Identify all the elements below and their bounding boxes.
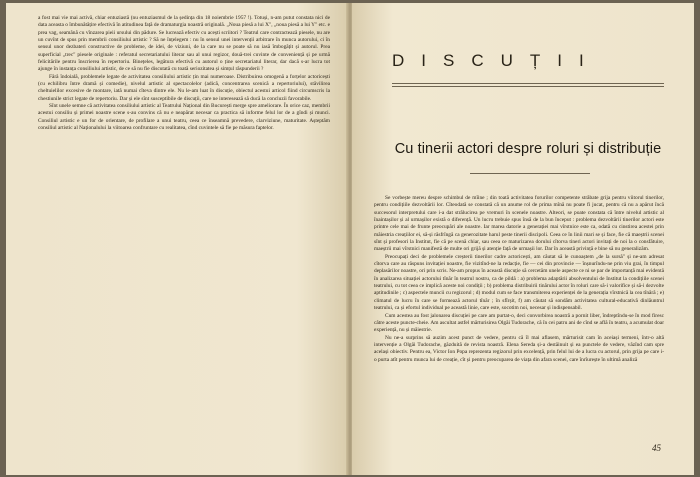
left-paragraph-3: Sînt unele semne că activitatea consiliului artistic al Teatrului Național din București merge spre ameliorare. În orice caz, membrii acestui consiliu și primei noastre scene s-au convins că nu e neapărat necesar ca practica să informe felul lor de a gîndi și munci. Consiliul artistic e un for de orientare, de profilare a unui teatru, ceea ce înseamnă prevedere, clarviziune, maturitate. Așteptăm consiliul artistic al Naționalului la viitoarea confruntare cu realitatea, cînd cuvintele să fie pe măsura faptelor. [38, 103, 330, 132]
right-page [352, 3, 694, 475]
left-paragraph-1: a fost mai vie mai activă, chiar entuziastă (nu entuziasmul de la ședința din 18 noiembrie 1957 !). Totuși, n-am putut constata nici de data aceasta o îmbunătățire efectivă în atitudinea față de dramaturgia noastră originală. „Noua piesă a lui X", „noua piesă a lui Y" etc. e prea vag, seamănă cu vînzarea pieii ursului din pădure. Se lucrează efectiv cu acești scriitori ? Teatrul care contractează piesele, nu are un cuvînt de spus prin membrii consiliului artistic ? Să ne înțelegem : nu în sensul unei intervenții arbitrare în munca autorului, ci în sensul unor dezbateri constructive de probleme, de idei, de viziuni, de la care nu se poate să nu iasă îmbogățit și autorul. Prea superficial „trec" piesele originale : referatul secretariatului literar sau al unui regizor, două-trei cuvinte de conveniență și pe urmă felicitările pentru înscrierea în repertoriu. Binețeles, legătura efectivă cu autorul o ține secretariatul literar, dar dacă s-ar lucra tot ajunge în instanța consiliului artistic, de ce să nu fie discutată cu toată seriozitatea și simțul răspunderii ? [38, 15, 330, 73]
article-title: Cu tinerii actori despre roluri și distribuție [394, 141, 662, 157]
right-paragraph-2: Preocupați deci de problemele creșterii tinerilor cadre actoricești, am căutat să le cunoaștem „de la sursă" și ne-am adresat cîtorva care au răspuns invitației noastre, fie vizitînd-ne la redacție, fie — cei din provincie — înșnurîndu-ne prin viu grai, în timpul deplasărilor noastre, ori prin scris. Ne-am propus în această discuție să cercetăm unele aspecte ce ni se par de importanță mai evidentă în analizarea situației actorului tînăr în teatrul nostru, ca de pildă : a) problema adaptării absolventului de Institut la condițiile scenei teatrului, cu tot ceea ce implică aceste noi condiții ; b) problema distribuirii tinărului actor în roluri care să-i valorifice și să-i dezvolte aptitudinile ; c) aspectele muncii cu regizorul ; d) modul cum se face transmiterea experienței de la generația vîrstnică la cea tînără ; e) climatul de lucru în care se formează actorul tînăr ; în sfîrșit, f) am căutat să sondăm activitatea cultural-educativă dinlăuntrul teatrului, ca și efortul individual pe această linie, care este, socotim noi, necesar și indispensabil. [374, 253, 664, 312]
section-heading: DISCUȚII [392, 51, 601, 70]
right-text-column [374, 195, 664, 364]
open-book [6, 3, 694, 475]
left-text-column [38, 15, 330, 133]
right-paragraph-1: Se vorbește mereu despre schimbul de mîine ; din toată activitatea forurilor competente străbate grija pentru viitorul tinerilor, pentru condițiile dezvoltării lor. Cîteodată se constată că un anume rol de prima mînă nu poate fi jucat, pentru că nu a apărut încă succesorul interpretului care i-a dat strălucirea pe vremuri în scenele noastre. Alteori, se poate constata că între nivelul artistic al înaintașilor și al urmașilor există o diferență. Un lucru trebuie spus însă de la bun început : problema dezvoltării tinerilor actori este printre cele mai de frunte preocupări ale noastre. Iar marea datorie a generației mai vîrstnice este ca, odată cu cinstirea acestei prin măiestria creațiilor ei, să-și răsfrîngă ca generozitate harul peste tinerii discipoli. Ceea ce în linii mari se și face, fie că maeștrii scenei sînt și profesori la Institut, fie că pe scenă chiar, sau ceea ce maturizarea dorului cîtorva tineri actori invitați de noi la o consfătuire, maeștrii mai vîrstnici manifestă de multe ori grijă și atenție față de urmașii lor. Dar în această privință e bine să nu generalizăm. [374, 195, 664, 253]
heading-rule-top [392, 83, 664, 84]
right-paragraph-3: Cum acestea au fost jalonarea discuției pe care am purtat-o, deci convorbirea noastră a pornit liber, îndreptîndu-se în mod firesc către aceste puncte-cheie. Am ascultat astfel mărturisirea Olgăi Tudorache, că în cei patru ani de cînd se află în teatru, a acumulat doar experiență, nu și măiestrie. [374, 312, 664, 334]
title-underline [470, 173, 590, 174]
left-paragraph-2: Fără îndoială, problemele legate de activitatea consiliului artistic țin mai numeroase. Distribuirea omogenă a forțelor actoricești (cu echilibru între dramă și comedie), nivelul artistic al spectacolelor (adică, concentrarea scenică a repertoriului), stăvilirea cheltuielilor excesive de montare, iată numai cîteva dintre ele. Nu le-am luat în discuție, obiectul acestui articol fiind circumscris la chestiunile strict legate de repertoriu. Dar și ele sînt susceptibile de discuții, care ne interesează să ducă la concluzii favorabile. [38, 73, 330, 102]
page-number: 45 [652, 443, 661, 453]
left-page [6, 3, 348, 475]
right-paragraph-4: Nu ne-a surprins să auzim acest punct de vedere, pentru că îl mai aflasem, mărturisit cam în aceiași termeni, într-o altă intervenție a Olgăi Tudorache, găzduită de revista noastră. Elena Sereda și-a destăinuit și ea punctele de vedere, văzînd cam spre același obiectiv. Pentru ea, Victor Ion Popa reprezenta regizorul prin excelență, prin felul lui de a lucra cu actorul, prin grija pe care i-o purta atît pentru munca lui de creație, cît și pentru preocuparea de viața din afara scenei, care înrîurește în ultimă analiză [374, 334, 664, 363]
heading-rule-bottom [392, 86, 664, 87]
